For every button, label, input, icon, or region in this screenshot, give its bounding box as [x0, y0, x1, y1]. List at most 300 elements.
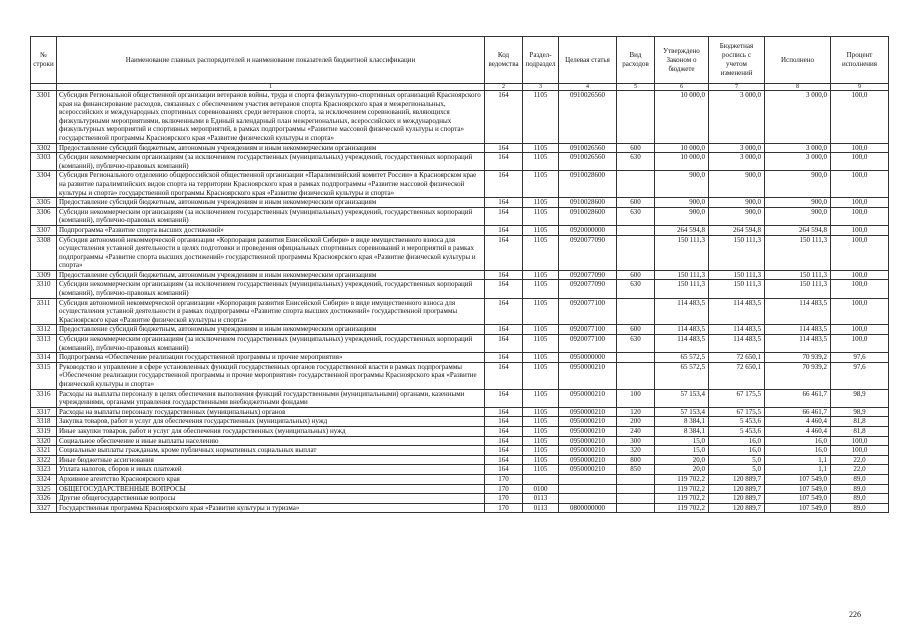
row-number-cell: 3301 — [31, 91, 57, 144]
department-code-cell: 170 — [485, 484, 523, 494]
section-code-cell: 1105 — [523, 91, 559, 144]
approved-amount-cell: 20,0 — [655, 465, 709, 475]
row-number-cell: 3320 — [31, 436, 57, 446]
approved-amount-cell: 10 000,0 — [655, 153, 709, 171]
department-code-cell: 170 — [485, 474, 523, 484]
target-article-cell: 0920077100 — [559, 298, 617, 325]
department-code-cell: 164 — [485, 153, 523, 171]
target-article-cell: 0950000210 — [559, 426, 617, 436]
row-name-cell: Расходы на выплаты персоналу государственных (муниципальных) органов — [57, 407, 485, 417]
table-row — [31, 474, 889, 484]
execution-percent-cell: 100,0 — [831, 207, 889, 225]
header-cell: № строки — [31, 37, 57, 84]
execution-percent-cell: 100,0 — [831, 91, 889, 144]
department-code-cell: 164 — [485, 362, 523, 389]
budget-schedule-amount-cell: 114 483,5 — [709, 325, 765, 335]
row-number-cell: 3311 — [31, 298, 57, 325]
row-name-cell: Иные бюджетные ассигнования — [57, 455, 485, 465]
row-number-cell: 3316 — [31, 389, 57, 407]
department-code-cell: 170 — [485, 494, 523, 504]
budget-schedule-amount-cell: 264 594,8 — [709, 225, 765, 235]
table-row — [31, 353, 889, 363]
budget-schedule-amount-cell: 72 650,1 — [709, 362, 765, 389]
table-row — [31, 494, 889, 504]
target-article-cell: 0950000210 — [559, 389, 617, 407]
department-code-cell: 164 — [485, 198, 523, 208]
budget-schedule-amount-cell: 5,0 — [709, 455, 765, 465]
header-cell: Процент исполнения — [831, 37, 889, 84]
approved-amount-cell: 264 594,8 — [655, 225, 709, 235]
execution-percent-cell: 100,0 — [831, 325, 889, 335]
column-number-cell: 9 — [831, 84, 889, 91]
section-code-cell: 1105 — [523, 465, 559, 475]
row-number-cell: 3302 — [31, 143, 57, 153]
executed-amount-cell: 107 549,0 — [765, 503, 831, 513]
expense-type-cell — [617, 474, 655, 484]
target-article-cell: 0950000000 — [559, 353, 617, 363]
expense-type-cell: 120 — [617, 407, 655, 417]
row-name-cell: Социальное обеспечение и иные выплаты населению — [57, 436, 485, 446]
section-code-cell: 1105 — [523, 455, 559, 465]
expense-type-cell: 600 — [617, 270, 655, 280]
approved-amount-cell: 119 702,2 — [655, 484, 709, 494]
section-code-cell: 1105 — [523, 198, 559, 208]
column-number-cell: 8 — [765, 84, 831, 91]
target-article-cell: 0920077100 — [559, 325, 617, 335]
column-number-cell: 4 — [559, 84, 617, 91]
approved-amount-cell: 150 111,3 — [655, 270, 709, 280]
budget-schedule-amount-cell: 150 111,3 — [709, 235, 765, 270]
row-number-cell: 3309 — [31, 270, 57, 280]
executed-amount-cell: 70 939,2 — [765, 353, 831, 363]
executed-amount-cell: 264 594,8 — [765, 225, 831, 235]
table-body — [31, 91, 889, 513]
section-code-cell: 0100 — [523, 484, 559, 494]
table-row — [31, 503, 889, 513]
row-number-cell: 3326 — [31, 494, 57, 504]
budget-schedule-amount-cell: 114 483,5 — [709, 298, 765, 325]
department-code-cell: 164 — [485, 436, 523, 446]
target-article-cell — [559, 494, 617, 504]
section-code-cell: 1105 — [523, 426, 559, 436]
table-row — [31, 198, 889, 208]
approved-amount-cell: 114 483,5 — [655, 335, 709, 353]
execution-percent-cell: 89,0 — [831, 484, 889, 494]
target-article-cell: 0950000210 — [559, 446, 617, 456]
table-row — [31, 270, 889, 280]
column-number-cell: 3 — [523, 84, 559, 91]
section-code-cell: 1105 — [523, 417, 559, 427]
execution-percent-cell: 81,8 — [831, 426, 889, 436]
row-number-cell: 3323 — [31, 465, 57, 475]
approved-amount-cell: 900,0 — [655, 171, 709, 198]
department-code-cell: 170 — [485, 503, 523, 513]
executed-amount-cell: 900,0 — [765, 198, 831, 208]
target-article-cell: 0950000210 — [559, 455, 617, 465]
execution-percent-cell: 98,9 — [831, 407, 889, 417]
executed-amount-cell: 3 000,0 — [765, 153, 831, 171]
row-name-cell: Архивное агентство Красноярского края — [57, 474, 485, 484]
section-code-cell: 1105 — [523, 270, 559, 280]
row-name-cell: Подпрограмма «Обеспечение реализации государственной программы и прочие мероприятия» — [57, 353, 485, 363]
approved-amount-cell: 8 384,1 — [655, 417, 709, 427]
row-name-cell: Подпрограмма «Развитие спорта высших достижений» — [57, 225, 485, 235]
execution-percent-cell: 100,0 — [831, 171, 889, 198]
budget-table — [30, 36, 889, 513]
table-row — [31, 280, 889, 298]
section-code-cell: 1105 — [523, 353, 559, 363]
budget-schedule-amount-cell: 5 453,6 — [709, 426, 765, 436]
execution-percent-cell: 100,0 — [831, 446, 889, 456]
expense-type-cell — [617, 362, 655, 389]
execution-percent-cell: 97,6 — [831, 362, 889, 389]
department-code-cell: 164 — [485, 225, 523, 235]
table-row — [31, 171, 889, 198]
section-code-cell: 1105 — [523, 335, 559, 353]
table-row — [31, 153, 889, 171]
column-number-cell: 5 — [617, 84, 655, 91]
approved-amount-cell: 900,0 — [655, 198, 709, 208]
executed-amount-cell: 1,1 — [765, 455, 831, 465]
executed-amount-cell: 4 460,4 — [765, 426, 831, 436]
department-code-cell: 164 — [485, 417, 523, 427]
expense-type-cell: 600 — [617, 325, 655, 335]
approved-amount-cell: 10 000,0 — [655, 143, 709, 153]
expense-type-cell — [617, 235, 655, 270]
department-code-cell: 164 — [485, 235, 523, 270]
expense-type-cell — [617, 353, 655, 363]
expense-type-cell — [617, 225, 655, 235]
executed-amount-cell: 900,0 — [765, 207, 831, 225]
row-number-cell: 3313 — [31, 335, 57, 353]
row-name-cell: Субсидия автономной некоммерческой организации «Корпорация развития Енисейской Сибири» в виде имущественного взноса для осуществления уставной деятельности в рамках подпрограммы «Развитие спорта высших достижений» государственной программы Красноярского края «Развитие физической культуры и спорта» — [57, 298, 485, 325]
target-article-cell: 0910028600 — [559, 171, 617, 198]
row-name-cell: Предоставление субсидий бюджетным, автономным учреждениям и иным некоммерческим организациям — [57, 270, 485, 280]
execution-percent-cell: 100,0 — [831, 280, 889, 298]
execution-percent-cell: 22,0 — [831, 455, 889, 465]
column-number-cell: 1 — [57, 84, 485, 91]
expense-type-cell: 630 — [617, 280, 655, 298]
budget-schedule-amount-cell: 3 000,0 — [709, 153, 765, 171]
budget-schedule-amount-cell: 120 889,7 — [709, 484, 765, 494]
department-code-cell: 164 — [485, 446, 523, 456]
budget-schedule-amount-cell: 72 650,1 — [709, 353, 765, 363]
target-article-cell: 0950000210 — [559, 362, 617, 389]
row-number-cell: 3314 — [31, 353, 57, 363]
table-row — [31, 362, 889, 389]
column-number-cell: 7 — [709, 84, 765, 91]
approved-amount-cell: 15,0 — [655, 436, 709, 446]
budget-schedule-amount-cell: 900,0 — [709, 207, 765, 225]
section-code-cell: 1105 — [523, 389, 559, 407]
header-cell: Наименование главных распорядителей и наименование показателей бюджетной классификации — [57, 37, 485, 84]
table-row — [31, 446, 889, 456]
section-code-cell: 1105 — [523, 280, 559, 298]
budget-schedule-amount-cell: 900,0 — [709, 171, 765, 198]
budget-schedule-amount-cell: 5 453,6 — [709, 417, 765, 427]
row-number-cell: 3317 — [31, 407, 57, 417]
table-row — [31, 143, 889, 153]
header-cell: Бюджетная роспись с учетом изменений — [709, 37, 765, 84]
row-number-cell: 3305 — [31, 198, 57, 208]
department-code-cell: 164 — [485, 353, 523, 363]
executed-amount-cell: 16,0 — [765, 446, 831, 456]
section-code-cell: 1105 — [523, 225, 559, 235]
department-code-cell: 164 — [485, 426, 523, 436]
execution-percent-cell: 98,9 — [831, 389, 889, 407]
row-name-cell: Предоставление субсидий бюджетным, автономным учреждениям и иным некоммерческим организациям — [57, 325, 485, 335]
table-row — [31, 335, 889, 353]
row-number-cell: 3303 — [31, 153, 57, 171]
target-article-cell: 0950000210 — [559, 417, 617, 427]
approved-amount-cell: 20,0 — [655, 455, 709, 465]
execution-percent-cell: 100,0 — [831, 270, 889, 280]
executed-amount-cell: 66 461,7 — [765, 389, 831, 407]
table-row — [31, 436, 889, 446]
row-number-cell: 3325 — [31, 484, 57, 494]
target-article-cell: 0920077090 — [559, 270, 617, 280]
approved-amount-cell: 65 572,5 — [655, 353, 709, 363]
row-number-cell: 3307 — [31, 225, 57, 235]
department-code-cell: 164 — [485, 389, 523, 407]
row-name-cell: Субсидия Регионального отделению общероссийской общественной организации «Паралимпийский комитет России» в Красноярском крае на развитие паралимпийских видов спорта на территории Красноярского края в рамках подпрограммы «Развитие массовой физической культуры и спорта» государственной программы Красноярского края «Развитие физической культуры и спорта» — [57, 171, 485, 198]
table-row — [31, 484, 889, 494]
department-code-cell: 164 — [485, 171, 523, 198]
target-article-cell: 0950000210 — [559, 465, 617, 475]
budget-schedule-amount-cell: 900,0 — [709, 198, 765, 208]
executed-amount-cell: 16,0 — [765, 436, 831, 446]
budget-schedule-amount-cell: 16,0 — [709, 436, 765, 446]
section-code-cell: 1105 — [523, 362, 559, 389]
row-number-cell: 3315 — [31, 362, 57, 389]
target-article-cell: 0950000210 — [559, 436, 617, 446]
target-article-cell — [559, 474, 617, 484]
section-code-cell: 1105 — [523, 207, 559, 225]
table-row — [31, 426, 889, 436]
budget-schedule-amount-cell: 150 111,3 — [709, 270, 765, 280]
table-row — [31, 407, 889, 417]
row-number-cell: 3324 — [31, 474, 57, 484]
executed-amount-cell: 3 000,0 — [765, 91, 831, 144]
section-code-cell: 1105 — [523, 298, 559, 325]
section-code-cell: 1105 — [523, 153, 559, 171]
header-cell: Код ведомства — [485, 37, 523, 84]
expense-type-cell: 240 — [617, 426, 655, 436]
budget-schedule-amount-cell: 120 889,7 — [709, 503, 765, 513]
section-code-cell: 1105 — [523, 235, 559, 270]
executed-amount-cell: 114 483,5 — [765, 335, 831, 353]
expense-type-cell: 850 — [617, 465, 655, 475]
execution-percent-cell: 100,0 — [831, 143, 889, 153]
row-name-cell: Другие общегосударственные вопросы — [57, 494, 485, 504]
expense-type-cell: 100 — [617, 389, 655, 407]
executed-amount-cell: 4 460,4 — [765, 417, 831, 427]
target-article-cell: 0910026560 — [559, 153, 617, 171]
department-code-cell: 164 — [485, 407, 523, 417]
expense-type-cell — [617, 484, 655, 494]
approved-amount-cell: 150 111,3 — [655, 235, 709, 270]
executed-amount-cell: 1,1 — [765, 465, 831, 475]
row-number-cell: 3318 — [31, 417, 57, 427]
table-row — [31, 389, 889, 407]
header-row — [31, 37, 889, 84]
row-name-cell: Предоставление субсидий бюджетным, автономным учреждениям и иным некоммерческим организациям — [57, 143, 485, 153]
column-number-row — [31, 84, 889, 91]
approved-amount-cell: 15,0 — [655, 446, 709, 456]
execution-percent-cell: 97,6 — [831, 353, 889, 363]
row-name-cell: Субсидии некоммерческим организациям (за исключением государственных (муниципальных) учреждений, государственных корпораций (компаний), публично-правовых компаний) — [57, 335, 485, 353]
table-row — [31, 235, 889, 270]
row-name-cell: Государственная программа Красноярского края «Развитие культуры и туризма» — [57, 503, 485, 513]
executed-amount-cell: 66 461,7 — [765, 407, 831, 417]
execution-percent-cell: 100,0 — [831, 225, 889, 235]
execution-percent-cell: 89,0 — [831, 494, 889, 504]
header-cell: Исполнено — [765, 37, 831, 84]
expense-type-cell: 320 — [617, 446, 655, 456]
approved-amount-cell: 119 702,2 — [655, 503, 709, 513]
execution-percent-cell: 22,0 — [831, 465, 889, 475]
execution-percent-cell: 100,0 — [831, 298, 889, 325]
department-code-cell: 164 — [485, 325, 523, 335]
row-number-cell: 3310 — [31, 280, 57, 298]
approved-amount-cell: 119 702,2 — [655, 494, 709, 504]
executed-amount-cell: 107 549,0 — [765, 474, 831, 484]
row-number-cell: 3322 — [31, 455, 57, 465]
executed-amount-cell: 150 111,3 — [765, 270, 831, 280]
table-row — [31, 225, 889, 235]
header-cell: Целевая статья — [559, 37, 617, 84]
page-number: 226 — [849, 610, 861, 619]
target-article-cell: 0910028600 — [559, 207, 617, 225]
budget-schedule-amount-cell: 120 889,7 — [709, 474, 765, 484]
header-cell: Вид расходов — [617, 37, 655, 84]
approved-amount-cell: 57 153,4 — [655, 407, 709, 417]
target-article-cell: 0800000000 — [559, 503, 617, 513]
approved-amount-cell: 114 483,5 — [655, 298, 709, 325]
executed-amount-cell: 114 483,5 — [765, 298, 831, 325]
row-name-cell: Предоставление субсидий бюджетным, автономным учреждениям и иным некоммерческим организациям — [57, 198, 485, 208]
executed-amount-cell: 3 000,0 — [765, 143, 831, 153]
expense-type-cell: 300 — [617, 436, 655, 446]
target-article-cell: 0920077090 — [559, 235, 617, 270]
executed-amount-cell: 107 549,0 — [765, 484, 831, 494]
budget-schedule-amount-cell: 114 483,5 — [709, 335, 765, 353]
target-article-cell: 0920077100 — [559, 335, 617, 353]
approved-amount-cell: 119 702,2 — [655, 474, 709, 484]
section-code-cell: 0113 — [523, 503, 559, 513]
execution-percent-cell: 100,0 — [831, 235, 889, 270]
row-number-cell: 3306 — [31, 207, 57, 225]
section-code-cell: 1105 — [523, 171, 559, 198]
expense-type-cell — [617, 171, 655, 198]
table-row — [31, 298, 889, 325]
row-number-cell: 3321 — [31, 446, 57, 456]
expense-type-cell: 600 — [617, 198, 655, 208]
target-article-cell: 0910026560 — [559, 143, 617, 153]
expense-type-cell: 630 — [617, 335, 655, 353]
row-number-cell: 3319 — [31, 426, 57, 436]
row-name-cell: Закупка товаров, работ и услуг для обеспечения государственных (муниципальных) нужд — [57, 417, 485, 427]
table-row — [31, 465, 889, 475]
column-number-cell — [31, 84, 57, 91]
target-article-cell: 0950000210 — [559, 407, 617, 417]
row-name-cell: Руководство и управление в сфере установленных функций государственных органов государственной власти в рамках подпрограммы «Обеспечение реализации государственной программы и прочие мероприятия» государственной программы Красноярского края «Развитие физической культуры и спорта» — [57, 362, 485, 389]
table-row — [31, 455, 889, 465]
execution-percent-cell: 81,8 — [831, 417, 889, 427]
expense-type-cell: 630 — [617, 207, 655, 225]
row-number-cell: 3312 — [31, 325, 57, 335]
approved-amount-cell: 10 000,0 — [655, 91, 709, 144]
row-name-cell: Иные закупки товаров, работ и услуг для обеспечения государственных (муниципальных) нужд — [57, 426, 485, 436]
header-cell: Утверждено Законом о бюджете — [655, 37, 709, 84]
department-code-cell: 164 — [485, 455, 523, 465]
approved-amount-cell: 65 572,5 — [655, 362, 709, 389]
section-code-cell: 1105 — [523, 446, 559, 456]
expense-type-cell: 630 — [617, 153, 655, 171]
expense-type-cell — [617, 298, 655, 325]
expense-type-cell — [617, 494, 655, 504]
executed-amount-cell: 900,0 — [765, 171, 831, 198]
column-number-cell: 6 — [655, 84, 709, 91]
table-row — [31, 207, 889, 225]
target-article-cell: 0920077090 — [559, 280, 617, 298]
row-number-cell: 3308 — [31, 235, 57, 270]
budget-schedule-amount-cell: 67 175,5 — [709, 407, 765, 417]
execution-percent-cell: 89,0 — [831, 503, 889, 513]
expense-type-cell: 200 — [617, 417, 655, 427]
row-name-cell: Субсидия Региональной общественной организации ветеранов войны, труда и спорта физкультурно-спортивных организаций Красноярского края на финансирование расходов, связанных с обеспечением участия ветеранов спорта Красноярского края в межрегиональных, всероссийских и международных спортивных соревнованиях среди ветеранов спорта, за исключением соревнований, являющихся физкультурными мероприятиями, включенными в Единый календарный план межрегиональных, всероссийских и международных физкультурных мероприятий и спортивных мероприятий, в рамках подпрограммы «Развитие массовой физической культуры и спорта» государственной программы Красноярского края «Развитие физической культуры и спорта» — [57, 91, 485, 144]
row-name-cell: Субсидии некоммерческим организациям (за исключением государственных (муниципальных) учреждений, государственных корпораций (компаний), публично-правовых компаний) — [57, 207, 485, 225]
budget-schedule-amount-cell: 3 000,0 — [709, 143, 765, 153]
section-code-cell: 0113 — [523, 494, 559, 504]
approved-amount-cell: 114 483,5 — [655, 325, 709, 335]
table-row — [31, 417, 889, 427]
section-code-cell — [523, 474, 559, 484]
table-row — [31, 325, 889, 335]
budget-schedule-amount-cell: 5,0 — [709, 465, 765, 475]
budget-schedule-amount-cell: 120 889,7 — [709, 494, 765, 504]
approved-amount-cell: 8 384,1 — [655, 426, 709, 436]
department-code-cell: 164 — [485, 335, 523, 353]
target-article-cell: 0910028600 — [559, 198, 617, 208]
department-code-cell: 164 — [485, 207, 523, 225]
execution-percent-cell: 100,0 — [831, 198, 889, 208]
department-code-cell: 164 — [485, 91, 523, 144]
row-name-cell: ОБЩЕГОСУДАРСТВЕННЫЕ ВОПРОСЫ — [57, 484, 485, 494]
target-article-cell — [559, 484, 617, 494]
executed-amount-cell: 114 483,5 — [765, 325, 831, 335]
department-code-cell: 164 — [485, 298, 523, 325]
row-name-cell: Расходы на выплаты персоналу в целях обеспечения выполнения функций государственными (муниципальными) органами, казенными учреждениями, органами управления государственными внебюджетными фондами — [57, 389, 485, 407]
budget-schedule-amount-cell: 150 111,3 — [709, 280, 765, 298]
department-code-cell: 164 — [485, 280, 523, 298]
expense-type-cell: 800 — [617, 455, 655, 465]
row-number-cell: 3327 — [31, 503, 57, 513]
approved-amount-cell: 900,0 — [655, 207, 709, 225]
execution-percent-cell: 100,0 — [831, 153, 889, 171]
department-code-cell: 164 — [485, 270, 523, 280]
budget-schedule-amount-cell: 67 175,5 — [709, 389, 765, 407]
department-code-cell: 164 — [485, 143, 523, 153]
row-name-cell: Уплата налогов, сборов и иных платежей — [57, 465, 485, 475]
section-code-cell: 1105 — [523, 436, 559, 446]
department-code-cell: 164 — [485, 465, 523, 475]
executed-amount-cell: 150 111,3 — [765, 280, 831, 298]
section-code-cell: 1105 — [523, 325, 559, 335]
target-article-cell: 0910026560 — [559, 91, 617, 144]
table-row — [31, 91, 889, 144]
expense-type-cell — [617, 91, 655, 144]
